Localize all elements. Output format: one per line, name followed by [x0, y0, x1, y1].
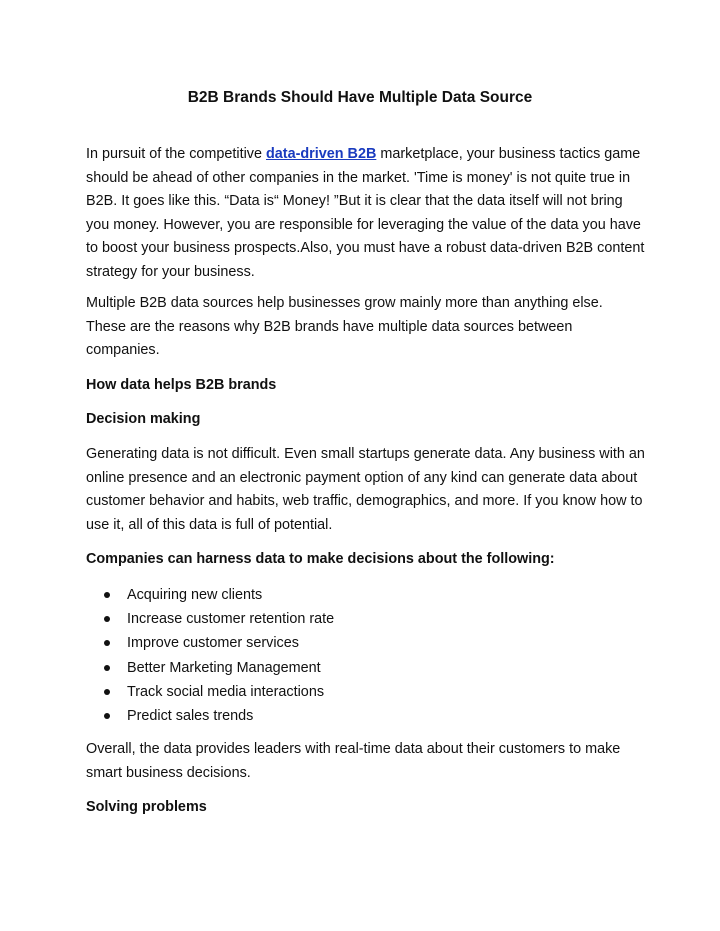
document-title: B2B Brands Should Have Multiple Data Source: [187, 89, 533, 106]
list-item-text: Acquiring new clients: [127, 587, 263, 603]
decisions-bullet-list: [86, 583, 646, 728]
list-item-text: Predict sales trends: [127, 708, 254, 725]
list-item-text: Track social media interactions: [127, 683, 325, 700]
summary-paragraph: Overall, the data provides leaders with real-time data about their customers to make smart business decisions.: [86, 741, 621, 781]
bullet-icon: [104, 665, 110, 671]
bullet-icon: [104, 689, 110, 695]
bullet-icon: [104, 640, 110, 646]
solving-problems-heading: Solving problems: [86, 799, 207, 815]
bullet-icon: [104, 713, 110, 719]
intro-paragraph: [86, 143, 646, 284]
list-item: [86, 631, 646, 655]
intro-text-end: marketplace, your business tactics game should be ahead of other companies in the market. 'Time is money' is not quite true in B2B. It goes like this. “Data is“ Money! ”But it is clear that the data itself will not bring you money. However, you are responsible for leveraging the value of the data you have to boost your business prospects.Also, you must have a robust data-driven B2B content strategy for your business.: [86, 146, 645, 280]
data-driven-b2b-link[interactable]: data-driven B2B: [265, 146, 377, 162]
bullet-icon: [104, 592, 110, 598]
bullet-icon: [104, 616, 110, 622]
how-data-helps-heading: How data helps B2B brands: [86, 377, 277, 393]
list-item: [86, 704, 646, 728]
decision-making-heading: Decision making: [86, 411, 201, 427]
decisions-list-heading: Companies can harness data to make decisions about the following:: [86, 551, 555, 567]
list-item: [86, 656, 646, 680]
list-item-text: Improve customer services: [127, 635, 299, 652]
list-item-text: Increase customer retention rate: [127, 611, 335, 628]
decision-making-paragraph: Generating data is not difficult. Even small startups generate data. Any business with an online presence and an electronic payment option of any kind can generate data about customer behavior and habits, web traffic, demographics, and more. If you know how to use it, all of this data is full of potential.: [86, 446, 645, 533]
data-sources-paragraph: Multiple B2B data sources help businesses grow mainly more than anything else. These are the reasons why B2B brands have multiple data sources between companies.: [86, 295, 603, 358]
intro-text-start: In pursuit of the competitive: [86, 146, 266, 162]
list-item: [86, 583, 646, 607]
list-item-text: Better Marketing Management: [127, 659, 321, 676]
list-item: [86, 680, 646, 704]
list-item: [86, 607, 646, 631]
